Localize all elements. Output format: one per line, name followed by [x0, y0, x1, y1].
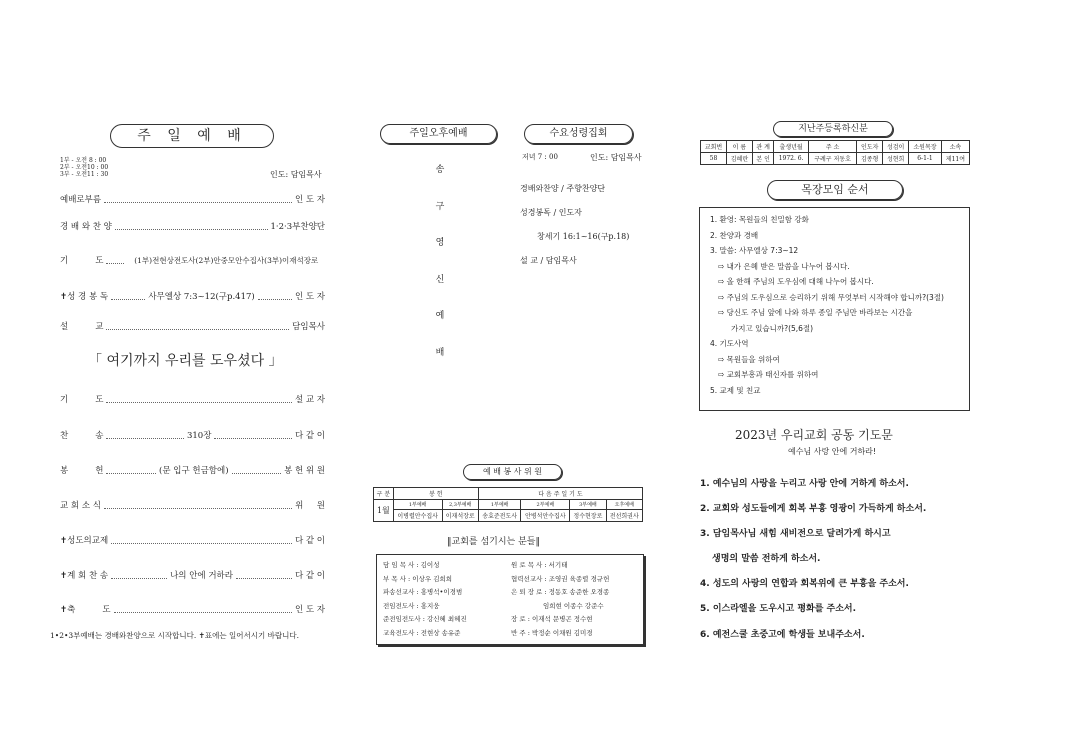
order-person: 위 원 — [295, 501, 325, 511]
service-times — [60, 157, 108, 178]
table-cell: 6-1-1 — [909, 153, 942, 165]
order-row — [60, 193, 325, 205]
sub-header: 2,3부예배 — [442, 500, 478, 510]
staff-box — [376, 554, 644, 645]
staff-line: 원 로 목 사 : 서기태 — [511, 561, 568, 569]
wednesday-title: 수요성령집회 — [524, 124, 633, 144]
order-person: 다 같 이 — [294, 431, 325, 441]
table-cell: 본 인 — [752, 153, 773, 165]
order-row — [60, 220, 325, 232]
order-label: ✝성 경 봉 독 — [60, 292, 109, 302]
table-cell: 전선희권사 — [606, 510, 642, 522]
cell-item: 3. 말씀: 사무엘상 7:3~12 — [710, 246, 799, 255]
order-row — [60, 254, 325, 266]
order-label: 찬 송 — [60, 431, 104, 441]
staff-left-list — [383, 559, 467, 640]
cell-item: 5. 교제 및 친교 — [710, 385, 761, 395]
staff-line: 임희현 이종수 강준수 — [543, 601, 604, 610]
sub-header: 오후예배 — [606, 500, 642, 510]
header-cell: 이 름 — [726, 141, 752, 153]
order-person: 담임목사 — [292, 322, 325, 332]
leader-label: 인도: 담임목사 — [270, 170, 322, 179]
order-label: 기 도 — [60, 256, 104, 266]
cell-item: ⇨ 주님의 도우심으로 승리하기 위해 무엇부터 시작해야 합니까?(3절) — [718, 292, 944, 302]
order-label: 기 도 — [60, 395, 104, 405]
sunday-worship-title: 주 일 예 배 — [110, 124, 274, 148]
header-cell: 구 분 — [374, 488, 394, 500]
order-detail: (문 입구 헌금함에) — [159, 466, 229, 476]
footnote: 1•2•3부예배는 경배와찬양으로 시작합니다. ✝표에는 일어서시기 바랍니다. — [50, 631, 299, 640]
new-members-title: 지난주등록하신분 — [773, 121, 893, 137]
staff-line: 은 퇴 장 로 : 정동호 송준한 오경종 — [511, 588, 610, 596]
order-label: ✝성도의교제 — [60, 536, 109, 546]
table-cell: 성현희 — [883, 153, 909, 165]
prayer-item: 생명의 말씀 전하게 하소서. — [712, 554, 821, 564]
prayer-item: 4. 성도의 사랑의 연합과 회복위에 큰 부흥을 주소서. — [700, 579, 909, 589]
order-person: 1·2·3부찬양단 — [270, 222, 325, 232]
sub-header: 3부예배 — [570, 500, 606, 510]
staff-line: 전임전도사 : 홍지웅 — [383, 601, 440, 610]
order-detail: 사무엘상 7:3~12(구p.417) — [148, 292, 255, 302]
order-label: 교 회 소 식 — [60, 501, 101, 511]
order-person: 인 도 자 — [294, 195, 325, 205]
table-cell: 58 — [701, 153, 727, 165]
sub-header: 1부예배 — [478, 500, 521, 510]
table-cell: 이재석장로 — [442, 510, 478, 522]
staff-line: 교육전도사 : 전현상 송유준 — [383, 628, 461, 637]
new-members-table — [700, 140, 970, 165]
prayer-item: 5. 이스라엘을 도우시고 평화를 주소서. — [700, 604, 857, 614]
service-table — [373, 487, 643, 522]
order-label: ✝계 회 찬 송 — [60, 571, 109, 581]
time-1: 1부 - 오전 8 : 00 — [60, 157, 107, 164]
vertical-char: 배 — [435, 347, 445, 358]
header-cell: 교회번 — [701, 141, 727, 153]
header-cell: 소속 — [941, 141, 969, 153]
order-person: 다 같 이 — [294, 571, 326, 581]
afternoon-vertical-text — [433, 162, 447, 381]
staff-line: 파송선교사 : 홍병석•이경범 — [383, 588, 463, 596]
time-2: 2부 - 오전10 : 00 — [60, 164, 109, 171]
prayer-title: 2023년 우리교회 공동 기도문 — [735, 428, 893, 442]
cell-meeting-box — [699, 207, 970, 411]
staff-line: 반 주 : 박정순 이채원 김미경 — [511, 628, 593, 637]
service-committee-title: 예 배 봉 사 위 원 — [463, 464, 562, 480]
wednesday-item: 성경봉독 / 인도자 — [520, 208, 582, 217]
header-cell: 소원목장 — [909, 141, 942, 153]
header-cell: 주 소 — [808, 141, 856, 153]
table-cell: 구례구 저동호 — [808, 153, 856, 165]
cell-item: 4. 기도사역 — [710, 339, 749, 348]
table-cell: 이병렬안수집사 — [393, 510, 442, 522]
cell-meeting-title: 목장모임 순서 — [767, 180, 903, 200]
prayer-subtitle: 예수님 사랑 안에 거하라! — [788, 447, 877, 456]
cell-item: 가지고 있습니까?(5,6절) — [731, 323, 814, 333]
order-row — [60, 320, 325, 332]
prayer-item: 2. 교회와 성도들에게 회복 부흥 영광이 가득하게 하소서. — [700, 504, 927, 514]
wednesday-item: 경배와찬양 / 주향찬양단 — [520, 184, 606, 193]
cell-item: ⇨ 내가 은혜 받은 말씀을 나누어 봅시다. — [718, 261, 850, 271]
table-cell: 정수현장로 — [570, 510, 606, 522]
staff-line: 담 임 목 사 : 김이성 — [383, 561, 440, 569]
header-cell: 봉 헌 — [393, 488, 478, 500]
order-label: ✝축 도 — [60, 605, 111, 615]
sub-header: 1부예배 — [393, 500, 442, 510]
staff-line: 장 로 : 이재석 문병곤 정수현 — [511, 615, 593, 623]
table-cell: 제11여 — [941, 153, 969, 165]
order-person: 인 도 자 — [294, 292, 325, 302]
cell-item: 1. 환영: 목원들의 친밀함 강화 — [710, 215, 809, 224]
cell-item: ⇨ 교회부흥과 태신자를 위하여 — [718, 370, 819, 379]
order-detail: (1부)전현상전도사(2부)안중모안수집사(3부)이재석장로 — [134, 255, 319, 265]
month-cell: 1월 — [374, 500, 394, 522]
afternoon-worship-title: 주일오후예배 — [380, 124, 497, 144]
order-label: 설 교 — [60, 322, 104, 332]
order-row — [60, 603, 325, 615]
staff-right-list — [511, 559, 609, 640]
wednesday-time: 저녁 7 : 00 — [522, 153, 558, 161]
order-person: 봉 헌 위 원 — [284, 466, 326, 476]
staff-title: ‖교회를 섬기시는 분들‖ — [447, 537, 540, 547]
header-cell: 다 음 주 일 기 도 — [478, 488, 642, 500]
prayer-item: 1. 예수님의 사랑을 누리고 사랑 안에 거하게 하소서. — [700, 479, 909, 489]
prayer-item: 3. 담임목사님 새힘 새비전으로 달려가게 하시고 — [700, 529, 891, 539]
cell-item: ⇨ 당신도 주님 앞에 나와 하루 종일 주님만 바라보는 시간을 — [718, 308, 913, 317]
staff-line: 협력선교사 : 조영권 육종렬 경규헌 — [511, 574, 610, 583]
table-cell: 김혜란 — [726, 153, 752, 165]
staff-line: 준전임전도사 : 강신혜 최혜진 — [383, 615, 467, 623]
order-person: 다 같 이 — [294, 536, 325, 546]
order-detail: 나의 안에 거하라 — [170, 571, 233, 581]
sub-header: 2부예배 — [521, 500, 570, 510]
order-label: 경 배 와 찬 양 — [60, 222, 112, 232]
header-cell: 출생년월 — [774, 141, 809, 153]
vertical-char: 예 — [435, 311, 445, 321]
cell-item: 2. 찬양과 경배 — [710, 230, 759, 240]
order-row — [60, 290, 325, 302]
order-person: 설 교 자 — [294, 395, 325, 405]
order-row — [60, 569, 325, 581]
order-row — [60, 499, 325, 511]
table-cell: 안병석안수집사 — [521, 510, 570, 522]
wednesday-item: 창세기 16:1~16(구p.18) — [537, 232, 630, 241]
header-cell: 성검이 — [883, 141, 909, 153]
order-label: 예배로부름 — [60, 195, 102, 205]
order-label: 봉 헌 — [60, 466, 104, 476]
wednesday-item: 설 교 / 담임목사 — [520, 256, 577, 265]
order-row — [60, 429, 325, 441]
cell-item: ⇨ 올 한해 주님의 도우심에 대해 나누어 봅시다. — [718, 277, 874, 286]
table-cell: 1972. 6. — [774, 153, 809, 165]
order-row — [60, 534, 325, 546]
header-cell: 관 계 — [752, 141, 773, 153]
cell-item: ⇨ 목원들을 위하여 — [718, 354, 780, 364]
wednesday-leader: 인도: 담임목사 — [590, 153, 642, 162]
order-person: 인 도 자 — [294, 605, 325, 615]
vertical-char: 송 — [435, 165, 445, 175]
order-row — [60, 464, 325, 476]
vertical-char: 영 — [435, 238, 445, 248]
order-detail: 310장 — [186, 431, 212, 441]
sermon-title: 「 여기까지 우리를 도우셨다 」 — [88, 353, 283, 369]
time-3: 3부 - 오전11 : 30 — [60, 171, 109, 178]
order-row — [60, 393, 325, 405]
table-cell: 송효준전도사 — [478, 510, 521, 522]
vertical-char: 신 — [435, 274, 445, 285]
header-cell: 인도자 — [857, 141, 883, 153]
prayer-item: 6. 예전스쿨 초중고에 학생들 보내주소서. — [700, 630, 865, 640]
table-cell: 김종형 — [857, 153, 883, 165]
staff-line: 부 목 사 : 이상우 김희희 — [383, 574, 453, 583]
vertical-char: 구 — [435, 201, 445, 212]
